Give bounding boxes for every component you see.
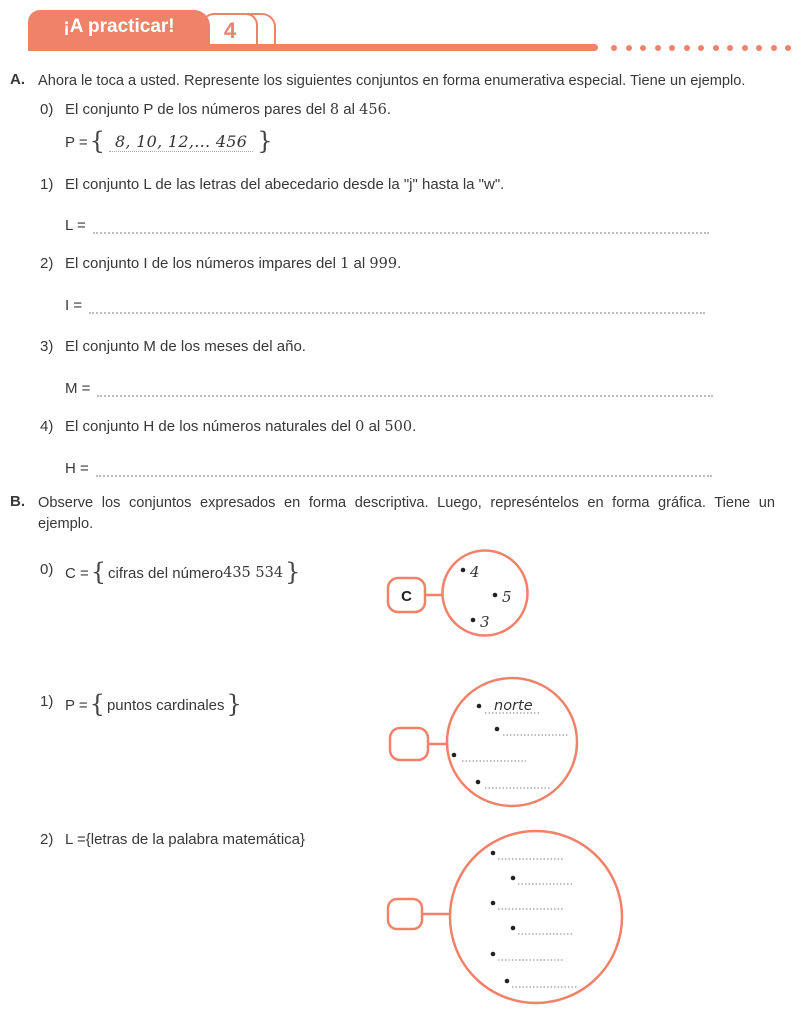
exercise-number: 4 [223, 17, 237, 43]
set-name: C [401, 588, 412, 605]
open-brace: { [89, 690, 105, 718]
item-text: El conjunto P de los números pares del 8 al 456. [65, 101, 391, 118]
decorative-dots [611, 45, 791, 51]
set-diagram-p [373, 668, 588, 818]
set-symbol: P = [65, 133, 88, 151]
open-brace: { [90, 558, 107, 586]
item-text: L = { letras de la palabra matemática } [65, 831, 306, 848]
item-text: El conjunto H de los números naturales del 0 al 500. [65, 418, 417, 435]
element-bullet [471, 618, 476, 623]
element-bullet [491, 851, 496, 856]
close-brace: } [257, 127, 273, 155]
set-label-box [390, 728, 428, 760]
element-bullet [477, 704, 482, 709]
open-brace: { [85, 831, 91, 848]
element-bullet [491, 952, 496, 957]
close-brace: } [300, 831, 306, 848]
a-item-3 [40, 338, 306, 355]
element-bullet [495, 727, 500, 732]
element-value: norte [494, 698, 533, 714]
exercise-number-tab [202, 13, 258, 46]
set-diagram-c [373, 543, 543, 648]
set-circle [450, 831, 622, 1003]
item-text: El conjunto I de los números impares del 1 al 999. [65, 255, 402, 272]
element-bullet [511, 876, 516, 881]
element-value: 5 [502, 588, 512, 606]
header-rule [28, 44, 598, 51]
element-bullet [491, 901, 496, 906]
a-answer-2 [65, 296, 705, 314]
set-label-box [388, 899, 422, 929]
item-number: 0) [40, 101, 54, 118]
section-a-intro: Ahora le toca a usted. Represente los siguientes conjuntos en forma enumerativa especial. Tiene un ejemplo. [38, 73, 746, 89]
item-number: 2) [40, 255, 54, 272]
a-item-2 [40, 255, 401, 272]
practice-header-tab [28, 10, 210, 44]
a-answer-1 [65, 216, 709, 234]
item-number: 1) [40, 176, 54, 193]
answer-blank [89, 296, 705, 314]
item-text: El conjunto L de las letras del abecedario desde la "j" hasta la "w". [65, 176, 505, 193]
page-title: ¡A practicar! [63, 16, 175, 37]
item-number: 2) [40, 831, 54, 848]
open-brace: { [89, 127, 105, 155]
section-b-label: B. [10, 493, 25, 510]
item-text: El conjunto M de los meses del año. [65, 338, 306, 355]
item-text: P = { puntos cardinales } [65, 690, 242, 718]
element-bullet [461, 568, 466, 573]
a-answer-3 [65, 379, 713, 397]
element-bullet [476, 780, 481, 785]
section-b-intro: Observe los conjuntos expresados en forma descriptiva. Luego, represéntelos en forma gráfica. Tiene un ejemplo. [38, 495, 775, 532]
item-number: 3) [40, 338, 54, 355]
a-item-0 [40, 101, 391, 118]
element-bullet [493, 593, 498, 598]
set-symbol: I = [65, 297, 83, 314]
item-number: 1) [40, 693, 54, 710]
set-diagram-l [373, 823, 635, 1018]
close-brace: } [285, 558, 301, 586]
a-item-1 [40, 176, 504, 193]
a-answer-0-example [65, 127, 275, 155]
set-symbol: M = [65, 380, 91, 397]
b-item-0 [40, 558, 302, 586]
a-answer-4 [65, 459, 712, 477]
item-number: 4) [40, 418, 54, 435]
answer-blank [96, 459, 712, 477]
section-a-label: A. [10, 71, 25, 88]
set-symbol: L = [65, 217, 86, 234]
answer-blank [93, 216, 709, 234]
set-symbol: H = [65, 460, 89, 477]
example-answer: 8, 10, 12,... 456 [109, 132, 253, 152]
b-item-1 [40, 690, 244, 718]
b-item-2 [40, 831, 305, 848]
element-bullet [452, 753, 457, 758]
element-value: 3 [480, 613, 490, 631]
answer-blank [97, 379, 713, 397]
item-text: C = { cifras del número 435 534 } [65, 558, 301, 586]
element-bullet [505, 979, 510, 984]
element-bullet [511, 926, 516, 931]
close-brace: } [226, 690, 242, 718]
element-value: 4 [470, 563, 480, 581]
item-number: 0) [40, 561, 54, 578]
a-item-4 [40, 418, 416, 435]
